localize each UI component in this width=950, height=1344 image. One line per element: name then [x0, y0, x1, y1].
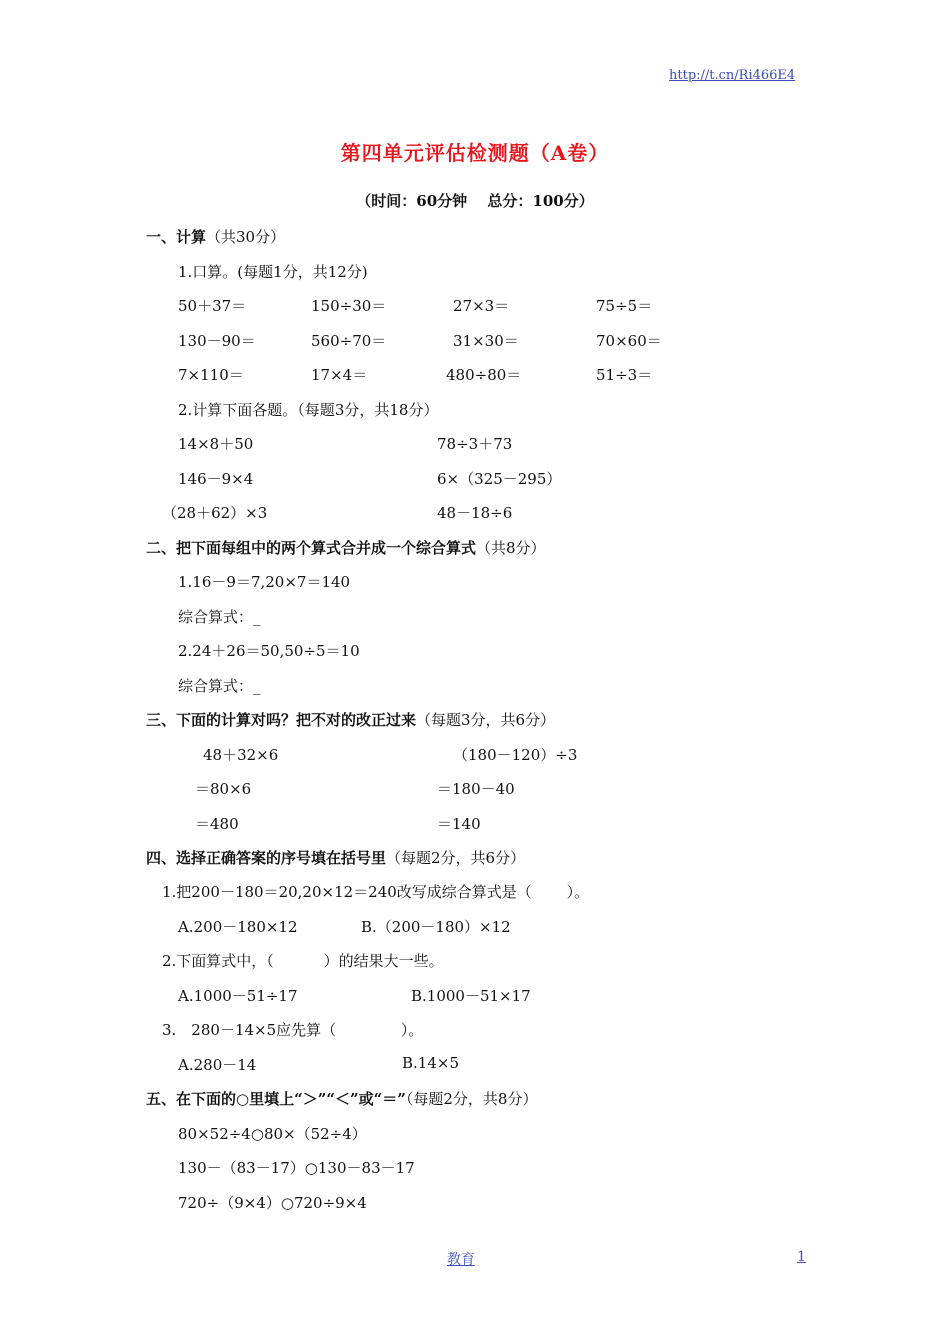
section-2-note: （共8分）: [476, 539, 546, 557]
oral-item: 7×110＝: [178, 366, 244, 384]
option-a: A.1000－51÷17: [178, 987, 298, 1005]
section-4-note: （每题2分，共6分）: [386, 849, 526, 867]
section-1-q1-label: 1.口算。(每题1分，共12分): [178, 263, 368, 281]
oral-item: 480÷80＝: [446, 366, 522, 384]
section-2-heading: [146, 537, 546, 558]
section-3-heading: [146, 709, 555, 730]
page-number: 1: [797, 1249, 806, 1265]
oral-item: 31×30＝: [453, 332, 519, 350]
option-b: B.（200－180）×12: [361, 918, 511, 936]
calc-item: 6×（325－295）: [437, 470, 562, 488]
step-right: ＝140: [437, 815, 481, 833]
section-2-title: 二、把下面每组中的两个算式合并成一个综合算式: [146, 539, 477, 557]
section-4-q2: 2.下面算式中，（ ）的结果大一些。: [162, 952, 444, 970]
option-b: B.14×5: [402, 1054, 459, 1072]
option-b: B.1000－51×17: [411, 987, 531, 1005]
oral-item: 70×60＝: [596, 332, 662, 350]
section-2-q2: 2.24＋26＝50,50÷5＝10: [178, 642, 360, 660]
oral-item: 27×3＝: [453, 297, 510, 315]
compare-item: 80×52÷4○80×（52÷4）: [178, 1125, 367, 1143]
oral-item: 17×4＝: [311, 366, 368, 384]
option-a: A.200－180×12: [178, 918, 298, 936]
section-3-title: 三、下面的计算对吗？把不对的改正过来: [146, 711, 417, 729]
step-left: ＝80×6: [195, 780, 252, 798]
step-right: ＝180－40: [437, 780, 515, 798]
answer-label: 综合算式：_: [178, 608, 261, 626]
section-5-note: （每题2分，共8分）: [405, 1090, 538, 1108]
oral-item: 560÷70＝: [311, 332, 387, 350]
section-2-q1: 1.16－9＝7,20×7＝140: [178, 573, 351, 591]
compare-item: 130－（83－17）○130－83－17: [178, 1159, 415, 1177]
calc-item: 146－9×4: [178, 470, 254, 488]
answer-label: 综合算式：_: [178, 677, 261, 695]
section-1-q2-label: 2.计算下面各题。（每题3分，共18分）: [178, 401, 439, 419]
compare-item: 720÷（9×4）○720÷9×4: [178, 1194, 367, 1212]
section-1-title: 一、计算: [146, 228, 207, 246]
calc-item: 14×8＋50: [178, 435, 254, 453]
step-left: ＝480: [195, 815, 239, 833]
section-5-heading: [146, 1088, 537, 1109]
oral-item: 51÷3＝: [596, 366, 653, 384]
section-5-title: 五、在下面的○里填上“＞”“＜”或“＝”: [146, 1090, 406, 1108]
oral-item: 130－90＝: [178, 332, 256, 350]
calc-item: 78÷3＋73: [437, 435, 513, 453]
section-1-note: （共30分）: [206, 228, 286, 246]
footer-link[interactable]: 教育: [447, 1252, 475, 1268]
calc-item: 48－18÷6: [437, 504, 513, 522]
page-subtitle: （时间：60分钟 总分：100分）: [356, 192, 594, 210]
step-left: 48＋32×6: [203, 746, 279, 764]
option-a: A.280－14: [178, 1056, 257, 1074]
section-1-heading: [146, 226, 285, 247]
section-4-heading: [146, 847, 525, 868]
section-3-note: （每题3分，共6分）: [416, 711, 556, 729]
oral-item: 50＋37＝: [178, 297, 247, 315]
oral-item: 150÷30＝: [311, 297, 387, 315]
header-link[interactable]: http://t.cn/Ri466E4: [669, 68, 796, 83]
section-4-q1: 1.把200－180＝20,20×12＝240改写成综合算式是（ ）。: [162, 883, 590, 901]
step-right: （180－120）÷3: [453, 746, 578, 764]
oral-item: 75÷5＝: [596, 297, 653, 315]
section-4-q3: 3. 280－14×5应先算（ ）。: [162, 1021, 424, 1039]
page-title: 第四单元评估检测题（A卷）: [340, 141, 610, 165]
calc-item: （28＋62）×3: [162, 504, 268, 522]
section-4-title: 四、选择正确答案的序号填在括号里: [146, 849, 387, 867]
